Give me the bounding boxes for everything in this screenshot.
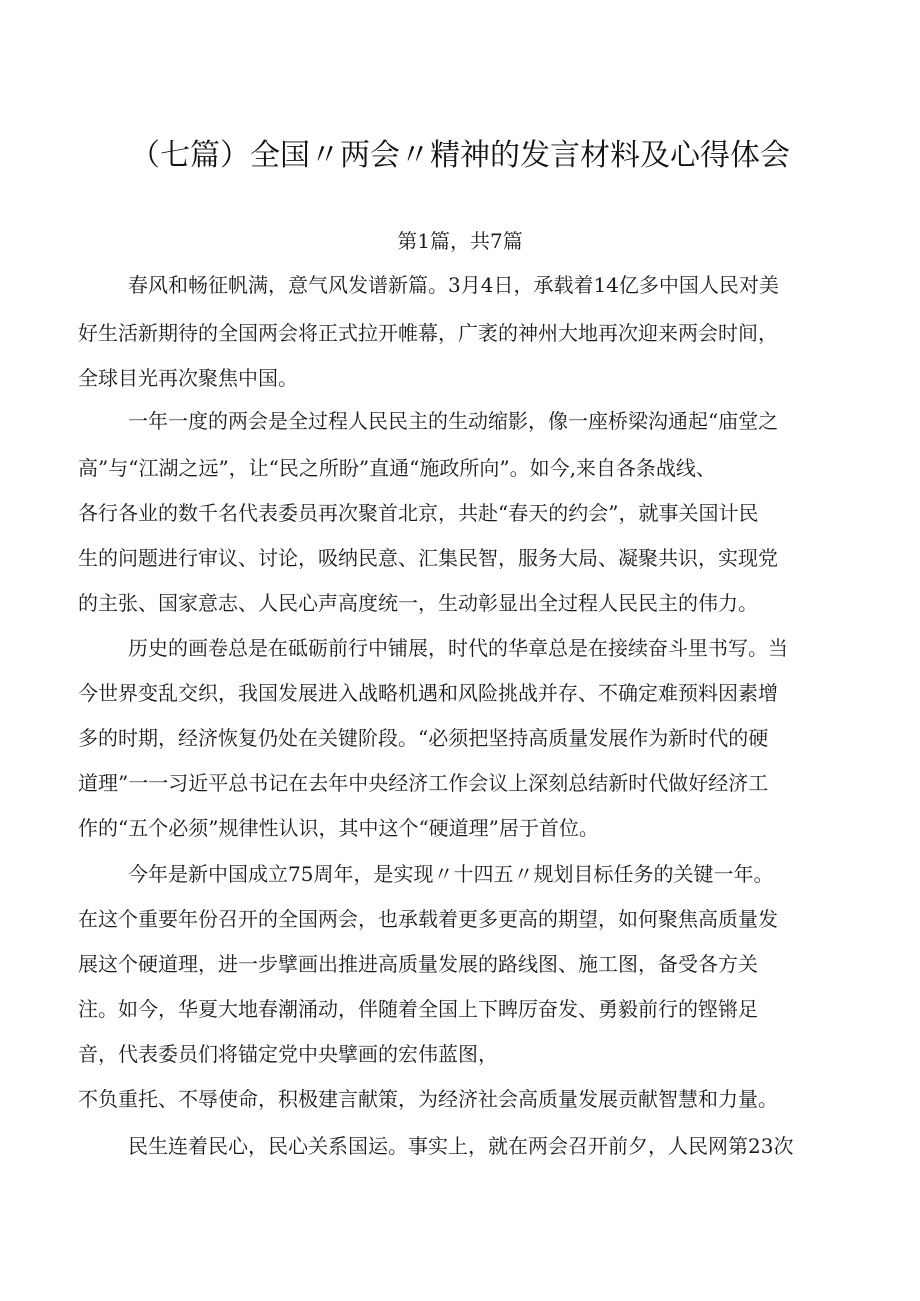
paragraph-line: 一年一度的两会是全过程人民民主的生动缩影，像一座桥梁沟通起“庙堂之 <box>128 409 779 433</box>
paragraph-line: 生的问题进行审议、讨论，吸纳民意、汇集民智，服务大局、凝聚共识，实现党 <box>78 546 778 570</box>
paragraph-line: 道理”一一习近平总书记在去年中央经济工作会议上深刻总结新时代做好经济工 <box>78 771 769 795</box>
paragraph-line: 作的“五个必须”规律性认识，其中这个“硬道理”居于首位。 <box>78 816 599 840</box>
paragraph-line: 好生活新期待的全国两会将正式拉开帷幕，广袤的神州大地再次迎来两会时间， <box>78 321 778 345</box>
paragraph-line: 今年是新中国成立75周年，是实现〃十四五〃规划目标任务的关键一年。 <box>128 862 774 886</box>
paragraph-line: 的主张、国家意志、人民心声高度统一，生动彰显出全过程人民民主的伟力。 <box>78 591 758 615</box>
paragraph-line: 今世界变乱交织，我国发展进入战略机遇和风险挑战并存、不确定难预料因素增 <box>78 681 778 705</box>
paragraph-line: 各行各业的数千名代表委员再次聚首北京，共赴“春天的约会”，就事关国计民 <box>78 501 759 525</box>
paragraph-line: 历史的画卷总是在砥砺前行中铺展，时代的华章总是在接续奋斗里书写。当 <box>128 636 788 660</box>
paragraph-line: 全球目光再次聚焦中国。 <box>78 366 298 390</box>
paragraph-line: 不负重托、不辱使命，积极建言献策，为经济社会高质量发展贡献智慧和力量。 <box>78 1087 778 1111</box>
paragraph-line: 展这个硬道理，进一步擘画出推进高质量发展的路线图、施工图，备受各方关 <box>78 952 758 976</box>
paragraph-line: 注。如今，华夏大地春潮涌动，伴随着全国上下睥厉奋发、勇毅前行的铿锵足 <box>78 997 758 1021</box>
document-title: （七篇）全国〃两会〃精神的发言材料及心得体会 <box>130 138 790 174</box>
paragraph-line: 春风和畅征帆满，意气风发谱新篇。3月4日，承载着14亿多中国人民对美 <box>128 273 779 297</box>
paragraph-line: 多的时期，经济恢复仍处在关键阶段。“必须把坚持高质量发展作为新时代的硬 <box>78 726 769 750</box>
paragraph-line: 高”与“江湖之远”，让“民之所盼”直通“施政所向”。如今,来自各条战线、 <box>78 456 716 480</box>
paragraph-line: 在这个重要年份召开的全国两会，也承载着更多更高的期望，如何聚焦高质量发 <box>78 907 778 931</box>
paragraph-line: 民生连着民心，民心关系国运。事实上，就在两会召开前夕，人民网第23次 <box>128 1134 794 1158</box>
paragraph-line: 音，代表委员们将锚定党中央擘画的宏伟蓝图， <box>78 1042 498 1066</box>
part-label: 第1篇，共7篇 <box>397 229 523 253</box>
